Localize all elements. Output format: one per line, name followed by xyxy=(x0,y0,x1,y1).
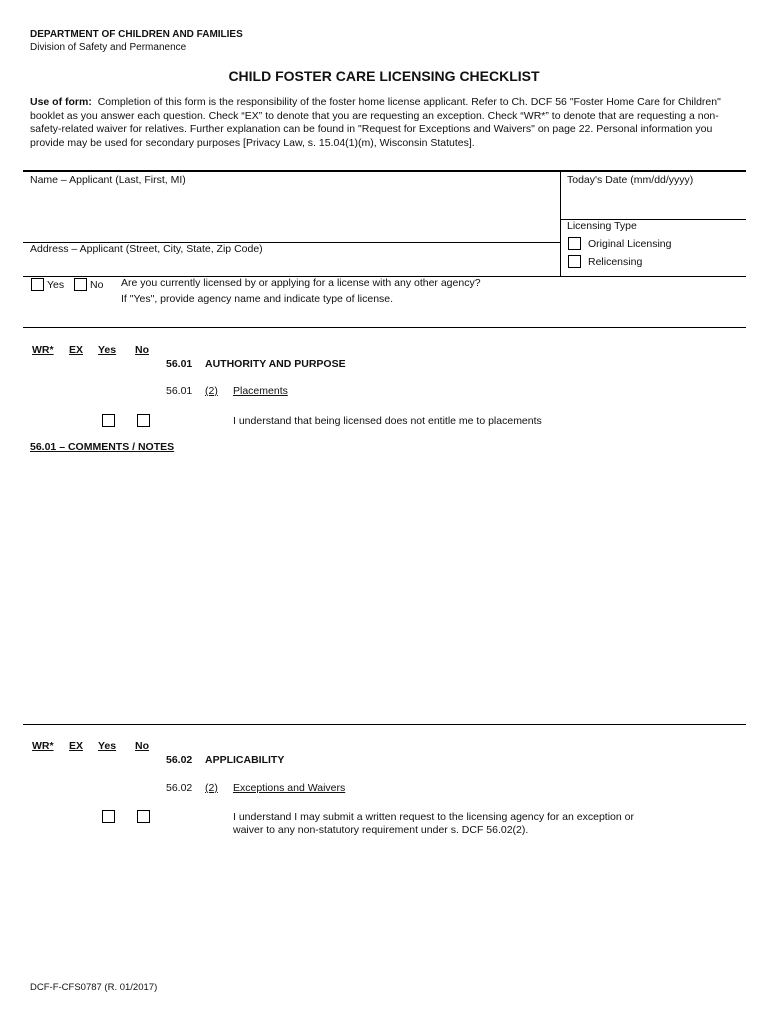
form-title: CHILD FOSTER CARE LICENSING CHECKLIST xyxy=(228,68,540,84)
section-number: 56.01 xyxy=(166,358,193,370)
statement-text: I understand that being licensed does not entitle me to placements xyxy=(233,415,542,427)
subsection-title: Placements xyxy=(233,385,288,397)
use-of-form xyxy=(30,96,742,150)
info-top-rule xyxy=(23,170,746,172)
address-field[interactable] xyxy=(24,256,558,275)
subsection-number: 56.02 xyxy=(166,782,193,794)
col-ex-header: EX xyxy=(69,344,84,356)
name-label: Name – Applicant (Last, First, MI) xyxy=(30,174,186,186)
division-name: Division of Safety and Permanence xyxy=(30,42,187,53)
subsection-paragraph: (2) xyxy=(205,385,218,397)
no-checkbox[interactable] xyxy=(137,810,150,823)
subsection-paragraph: (2) xyxy=(205,782,218,794)
yes-checkbox[interactable] xyxy=(102,414,115,427)
original-licensing-label: Original Licensing xyxy=(588,238,672,250)
date-label: Today's Date (mm/dd/yyyy) xyxy=(567,174,694,186)
use-of-form-label: Use of form: xyxy=(30,96,92,108)
section-heading: AUTHORITY AND PURPOSE xyxy=(205,358,346,370)
col-yes-header: Yes xyxy=(98,740,117,752)
col-no-header: No xyxy=(135,740,149,752)
comments-area[interactable] xyxy=(24,456,744,722)
col-no-header: No xyxy=(135,344,149,356)
yes-checkbox[interactable] xyxy=(102,810,115,823)
col-ex-header: EX xyxy=(69,740,84,752)
col-wr-header: WR* xyxy=(32,344,54,356)
statement-text-line-1: I understand I may submit a written request to the licensing agency for an exception or xyxy=(233,811,634,823)
info-vertical-divider xyxy=(560,171,561,276)
department-name: DEPARTMENT OF CHILDREN AND FAMILIES xyxy=(30,29,243,40)
section-heading: APPLICABILITY xyxy=(205,754,285,766)
form-id: DCF-F-CFS0787 (R. 01/2017) xyxy=(30,982,158,993)
other-agency-no-checkbox[interactable] xyxy=(74,278,87,291)
date-field[interactable] xyxy=(562,188,744,217)
name-field[interactable] xyxy=(24,188,558,240)
other-agency-yes-label: Yes xyxy=(47,279,65,291)
col-wr-header: WR* xyxy=(32,740,54,752)
original-licensing-checkbox[interactable] xyxy=(568,237,581,250)
relicensing-checkbox[interactable] xyxy=(568,255,581,268)
use-of-form-text: Completion of this form is the responsibility of the foster home license applicant. Refer to Ch. DCF 56 "Foster Home Care for Children" booklet as you answer each question. Check “EX” to denote that you are requesting an exception. Check “WR*” to denote that are requesting a non-safety-related waiver for relatives. Further explanation can be found in "Request for Exceptions and Waivers" on page 22. Personal information you provide may be used for secondary purposes [Privacy Law, s. 15.04(1)(m), Wisconsin Statutes]. xyxy=(30,96,721,149)
relicensing-label: Relicensing xyxy=(588,256,643,268)
section-number: 56.02 xyxy=(166,754,193,766)
licensing-type-label: Licensing Type xyxy=(567,220,637,232)
no-checkbox[interactable] xyxy=(137,414,150,427)
section-1-top-rule xyxy=(23,327,746,328)
other-agency-no-label: No xyxy=(90,279,104,291)
section-2-top-rule xyxy=(23,724,746,725)
other-agency-instruction: If "Yes", provide agency name and indicate type of license. xyxy=(121,293,394,305)
statement-text-line-2: waiver to any non-statutory requirement under s. DCF 56.02(2). xyxy=(233,824,529,836)
subsection-number: 56.01 xyxy=(166,385,193,397)
other-agency-question: Are you currently licensed by or applying for a license with any other agency? xyxy=(121,277,481,289)
comments-heading: 56.01 – COMMENTS / NOTES xyxy=(30,441,175,453)
col-yes-header: Yes xyxy=(98,344,117,356)
address-label: Address – Applicant (Street, City, State, Zip Code) xyxy=(30,243,263,255)
subsection-title: Exceptions and Waivers xyxy=(233,782,346,794)
other-agency-yes-checkbox[interactable] xyxy=(31,278,44,291)
